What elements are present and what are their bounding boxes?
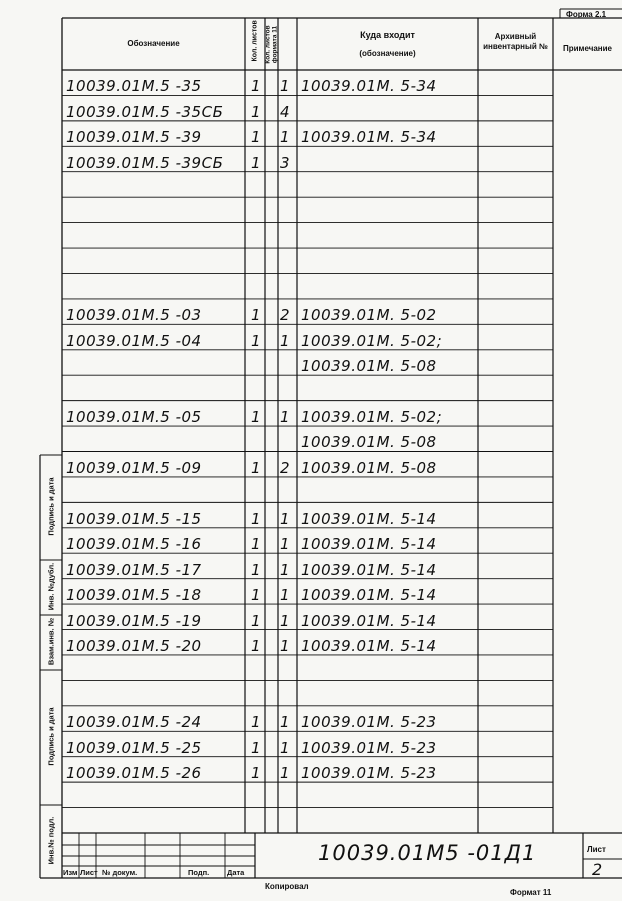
row-format: 1 [280, 560, 291, 579]
form-label: Форма 2.1 [566, 10, 607, 19]
row-where-used: 10039.01М. 5-23 [301, 764, 437, 783]
sheet-number: 2 [592, 860, 603, 879]
table-row [0, 680, 622, 705]
table-row [0, 808, 622, 833]
side-inv-dup: Инв. №дубл. [46, 562, 56, 611]
row-where-used: 10039.01М. 5-14 [301, 560, 437, 579]
table-row [0, 324, 622, 349]
row-designation: 10039.01М.5 -35 [66, 77, 202, 96]
header-sheets-count: Кол. листов [251, 20, 259, 62]
row-format: 1 [280, 611, 291, 630]
row-where-used: 10039.01М. 5-14 [301, 636, 437, 655]
table-row [0, 350, 622, 375]
table-row [0, 426, 622, 451]
row-where-used: 10039.01М. 5-34 [301, 77, 437, 96]
document-code: 10039.01М5 -01Д1 [318, 841, 537, 865]
table-row [0, 375, 622, 400]
row-sheets: 1 [251, 153, 262, 172]
row-designation: 10039.01М.5 -39 [66, 128, 202, 147]
table-row [0, 273, 622, 298]
table-row [0, 452, 622, 477]
table-row [0, 95, 622, 120]
table-row [0, 553, 622, 578]
row-format: 4 [280, 102, 291, 121]
row-where-used: 10039.01М. 5-34 [301, 128, 437, 147]
table-row [0, 401, 622, 426]
row-designation: 10039.01М.5 -09 [66, 458, 202, 477]
row-format: 3 [280, 153, 291, 172]
side-inv-orig: Инв.№ подл. [46, 816, 56, 865]
tb-col-date: Дата [227, 868, 245, 877]
row-format: 1 [280, 586, 291, 605]
row-format: 1 [280, 535, 291, 554]
table-row [0, 197, 622, 222]
table-row [0, 579, 622, 604]
row-format: 1 [280, 509, 291, 528]
header-where-used-title: Куда входит [360, 30, 415, 40]
tb-col-doc: № докум. [102, 868, 138, 877]
side-sign-date-bottom: Подпись и дата [46, 707, 56, 766]
table-row [0, 655, 622, 680]
row-sheets: 1 [251, 560, 262, 579]
row-sheets: 1 [251, 331, 262, 350]
row-sheets: 1 [251, 636, 262, 655]
row-designation: 10039.01М.5 -39СБ [66, 153, 224, 172]
tb-col-list: Лист [80, 868, 98, 877]
row-designation: 10039.01М.5 -17 [66, 560, 202, 579]
row-sheets: 1 [251, 611, 262, 630]
table-row [0, 782, 622, 807]
header-format-count: Кол. листов формата 11 [264, 25, 278, 64]
table-row [0, 70, 622, 95]
row-where-used: 10039.01М. 5-23 [301, 713, 437, 732]
row-format: 1 [280, 636, 291, 655]
header-where-used-subtitle: (обозначение) [359, 49, 416, 59]
header-where-used [297, 30, 478, 59]
row-where-used: 10039.01М. 5-14 [301, 611, 437, 630]
row-sheets: 1 [251, 764, 262, 783]
row-designation: 10039.01М.5 -04 [66, 331, 202, 350]
sheet-label: Лист [587, 845, 606, 854]
row-sheets: 1 [251, 586, 262, 605]
row-sheets: 1 [251, 77, 262, 96]
row-format: 2 [280, 458, 291, 477]
table-row [0, 630, 622, 655]
row-format: 1 [280, 738, 291, 757]
row-sheets: 1 [251, 713, 262, 732]
row-sheets: 1 [251, 128, 262, 147]
table-row [0, 528, 622, 553]
row-sheets: 1 [251, 306, 262, 325]
row-format: 1 [280, 77, 291, 96]
row-designation: 10039.01М.5 -24 [66, 713, 202, 732]
table-row [0, 604, 622, 629]
row-sheets: 1 [251, 408, 262, 427]
row-format: 1 [280, 764, 291, 783]
tb-col-izm: Изм [63, 868, 78, 877]
row-where-used: 10039.01М. 5-14 [301, 586, 437, 605]
row-where-used: 10039.01М. 5-02; [301, 331, 443, 350]
row-format: 2 [280, 306, 291, 325]
table-row [0, 248, 622, 273]
table-row [0, 757, 622, 782]
row-designation: 10039.01М.5 -18 [66, 586, 202, 605]
row-format: 1 [280, 128, 291, 147]
table-row [0, 502, 622, 527]
side-replace-inv: Взам.инв. № [46, 617, 56, 666]
row-where-used: 10039.01М. 5-02; [301, 408, 443, 427]
row-where-used: 10039.01М. 5-14 [301, 535, 437, 554]
footer-format: Формат 11 [510, 888, 552, 897]
row-where-used: 10039.01М. 5-23 [301, 738, 437, 757]
row-designation: 10039.01М.5 -19 [66, 611, 202, 630]
header-notes: Примечание [562, 44, 612, 53]
row-sheets: 1 [251, 458, 262, 477]
row-where-used: 10039.01М. 5-02 [301, 306, 437, 325]
table-row [0, 706, 622, 731]
table-row [0, 223, 622, 248]
table-row [0, 146, 622, 171]
header-archive: Архивный инвентарный № [483, 32, 548, 51]
row-designation: 10039.01М.5 -05 [66, 408, 202, 427]
row-where-used: 10039.01М. 5-08 [301, 458, 437, 477]
table-row [0, 731, 622, 756]
row-designation: 10039.01М.5 -26 [66, 764, 202, 783]
row-sheets: 1 [251, 102, 262, 121]
row-sheets: 1 [251, 509, 262, 528]
row-format: 1 [280, 713, 291, 732]
row-where-used: 10039.01М. 5-14 [301, 509, 437, 528]
row-format: 1 [280, 331, 291, 350]
row-designation: 10039.01М.5 -25 [66, 738, 202, 757]
row-designation: 10039.01М.5 -03 [66, 306, 202, 325]
row-sheets: 1 [251, 535, 262, 554]
row-sheets: 1 [251, 738, 262, 757]
row-designation: 10039.01М.5 -20 [66, 636, 202, 655]
row-where-used: 10039.01М. 5-08 [301, 433, 437, 452]
table-row [0, 172, 622, 197]
header-designation: Обозначение [127, 39, 180, 48]
row-designation: 10039.01М.5 -15 [66, 509, 202, 528]
side-sign-date-top: Подпись и дата [46, 477, 56, 536]
table-row [0, 299, 622, 324]
tb-col-sign: Подп. [188, 868, 210, 877]
row-designation: 10039.01М.5 -35СБ [66, 102, 224, 121]
footer-copied: Копировал [265, 882, 309, 891]
row-format: 1 [280, 408, 291, 427]
row-where-used: 10039.01М. 5-08 [301, 357, 437, 376]
table-row [0, 121, 622, 146]
table-row [0, 477, 622, 502]
row-designation: 10039.01М.5 -16 [66, 535, 202, 554]
